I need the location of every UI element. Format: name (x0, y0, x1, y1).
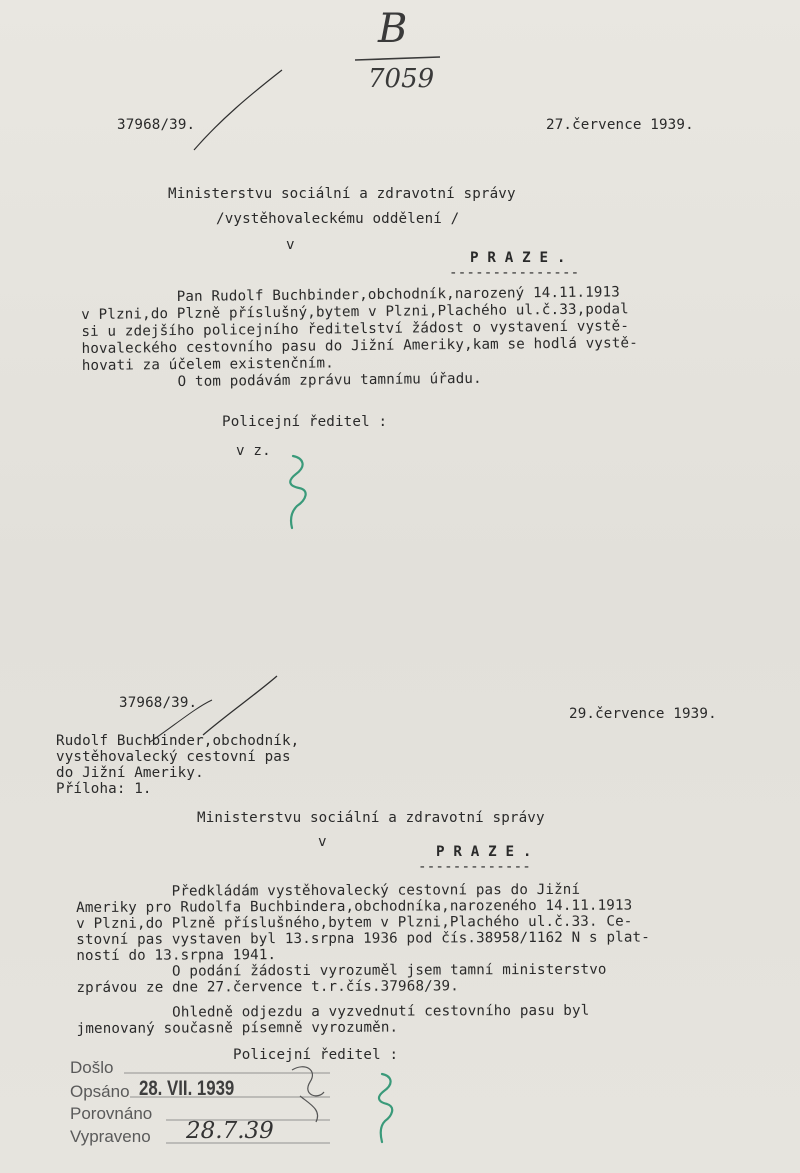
top-date: 27.července 1939. (546, 117, 694, 133)
bottom-attachment: Příloha: 1. (56, 781, 152, 797)
stamp-scribble (292, 1067, 324, 1122)
top-pencil-stroke (194, 70, 282, 150)
stamp-opsano-date: 28. VII. 1939 (139, 1077, 235, 1100)
stamp-porovnano-label: Porovnáno (70, 1104, 153, 1123)
annotation-letter: B (378, 6, 408, 52)
top-reference-number: 37968/39. (117, 117, 196, 133)
top-body-line: Pan Rudolf Buchbinder,obchodník,narozený 14.11.1913 (81, 284, 621, 306)
bottom-body-line: zprávou ze dne 27.července t.r.čís.37968/39. (76, 978, 459, 996)
stamp-opsano-label: Opsáno (70, 1082, 130, 1101)
bottom-body-line: Ameriky pro Rudolfa Buchbindera,obchodníka,narozeného 14.11.1913 (76, 897, 633, 916)
top-v: v (286, 237, 295, 253)
top-recipient-line2: /vystěhovaleckému oddělení / (216, 211, 460, 227)
annotation-number: 7059 (368, 64, 435, 94)
stamp-doslo-label: Došlo (70, 1058, 114, 1077)
bottom-body-line: v Plzni,do Plzně příslušného,bytem v Plzni,Plachého ul.č.33. Ce- (76, 913, 633, 932)
bottom-subject-line: Rudolf Buchbinder,obchodník, (56, 733, 300, 749)
bottom-body-line: O podání žádosti vyrozuměl jsem tamní ministerstvo (76, 961, 607, 980)
top-green-signature (290, 456, 305, 528)
bottom-body-line: jmenovaný současně písemně vyrozuměn. (76, 1019, 399, 1037)
top-body-line: v Plzni,do Plzně příslušný,bytem v Plzni,Plachého ul.č.33,podal (81, 301, 629, 323)
top-body-line: O tom podávám zprávu tamnímu úřadu. (81, 370, 482, 391)
bottom-v: v (318, 834, 327, 850)
bottom-body-line: stovní pas vystaven byl 13.srpna 1936 pod čís.38958/1162 N s plat- (76, 929, 650, 948)
top-city-underline: --------------- (449, 265, 580, 281)
bottom-subject-line: do Jižní Ameriky. (56, 765, 204, 781)
annotation-divider (355, 57, 440, 60)
bottom-date: 29.července 1939. (569, 706, 717, 722)
top-body-line: hovaleckého cestovního pasu do Jižní Ameriky,kam se hodlá vystě- (81, 335, 638, 357)
top-vz: v z. (236, 443, 271, 459)
bottom-body-line: ností do 13.srpna 1941. (76, 947, 277, 964)
top-signature-title: Policejní ředitel : (222, 414, 388, 430)
bottom-pencil-stroke-2 (150, 700, 212, 742)
bottom-signature-title: Policejní ředitel : (233, 1047, 399, 1063)
bottom-body-line: Ohledně odjezdu a vyzvednutí cestovního pasu byl (76, 1002, 590, 1021)
bottom-recipient: Ministerstvu sociální a zdravotní správy (197, 810, 545, 826)
bottom-pencil-stroke (203, 676, 277, 735)
bottom-city-underline: ------------- (418, 859, 531, 875)
top-city: P R A Z E . (470, 250, 566, 266)
bottom-subject-line: vystěhovalecký cestovní pas (56, 749, 291, 765)
bottom-city: P R A Z E . (436, 844, 532, 860)
bottom-body-line: Předkládám vystěhovalecký cestovní pas do Jižní (76, 881, 581, 900)
stamp-vypraveno-label: Vypraveno (70, 1127, 151, 1146)
top-body-line: si u zdejšího policejního ředitelství žádost o vystavení vystě- (81, 318, 630, 340)
top-recipient-line1: Ministerstvu sociální a zdravotní správy (168, 186, 516, 202)
top-body-line: hovati za účelem existenčním. (81, 355, 334, 374)
stamp-vypraveno-date: 28.7.39 (186, 1118, 274, 1144)
bottom-green-signature (379, 1074, 392, 1142)
bottom-reference-number: 37968/39. (119, 695, 198, 711)
